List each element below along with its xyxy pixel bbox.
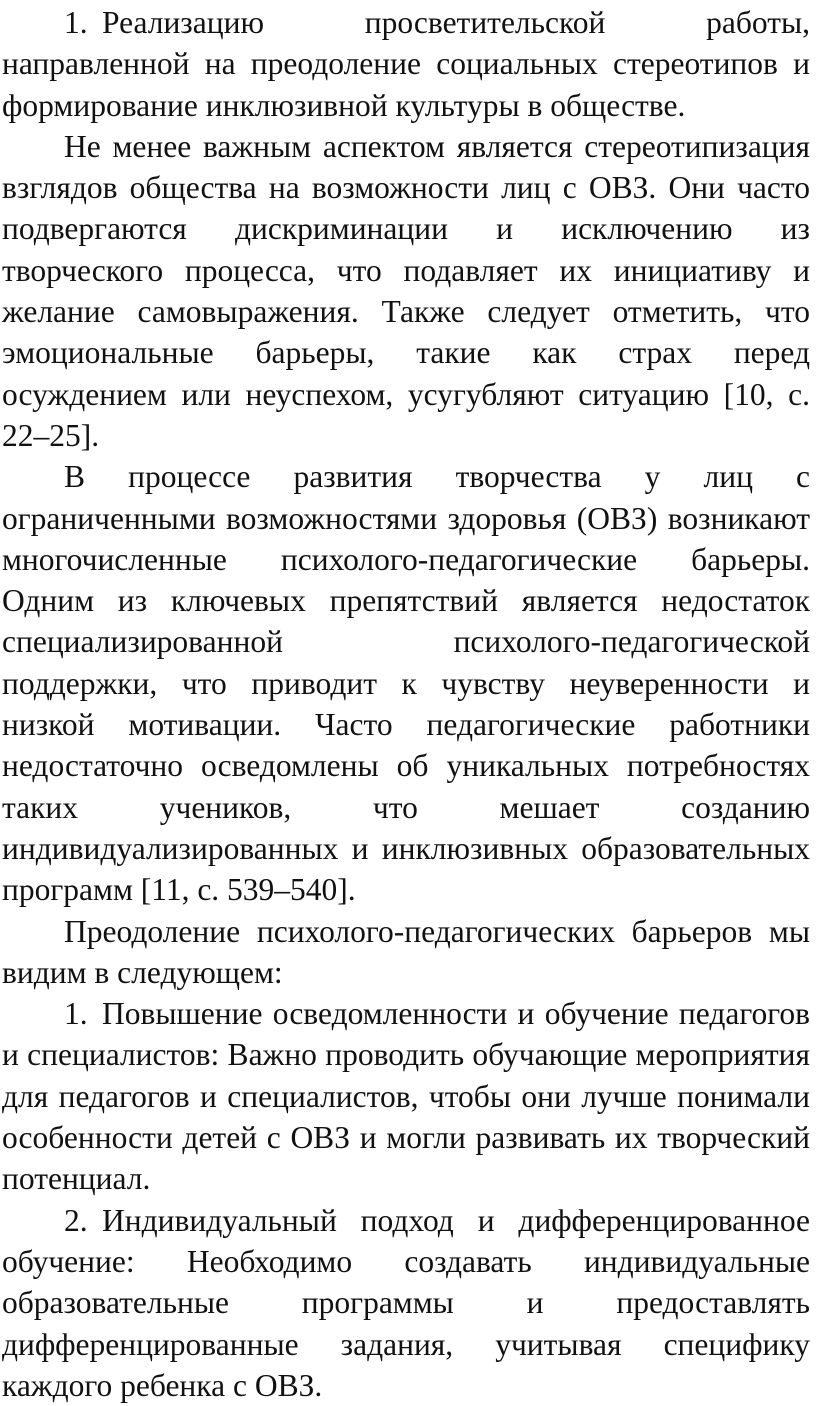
paragraph-text: Не менее важным аспектом является стереотипизация взглядов общества на возможности лиц с ОВЗ. Они часто подвергаются дискриминации и исключению из творческого процесса, что подавляет их инициативу и желание самовыражения. Также следует отметить, что эмоциональные барьеры, такие как страх перед осуждением или неуспехом, усугубляют ситуацию [10, с. 22–25]. — [2, 128, 810, 453]
paragraph — [2, 911, 810, 994]
list-number: 1. — [64, 5, 88, 40]
list-number: 1. — [64, 996, 88, 1032]
paragraph-text: Повышение осведомленности и обучение педагогов и специалистов: Важно проводить обучающие мероприятия для педагогов и специалистов, чтобы они лучше понимали особенности детей с ОВЗ и могли развивать их творческий потенциал. — [2, 996, 810, 1197]
paragraph-text: Индивидуальный подход и дифференцированное обучение: Необходимо создавать индивидуальные образовательные программы и предоставлять дифференцированные задания, учитывая специфику каждого ребенка с ОВЗ. — [2, 1202, 810, 1403]
list-item-paragraph — [2, 1200, 810, 1406]
paragraph — [2, 126, 810, 456]
paragraph-text: В процессе развития творчества у лиц с ограниченными возможностями здоровья (ОВЗ) возникают многочисленные психолого-педагогические барьеры. Одним из ключевых препятствий является недостаток специализированной психолого-педагогической поддержки, что приводит к чувству неуверенности и низкой мотивации. Часто педагогические работники недостаточно осведомлены об уникальных потребностях таких учеников, что мешает созданию индивидуализированных и инклюзивных образовательных программ [11, с. 539–540]. — [2, 459, 810, 908]
paragraph-text: Реализацию просветительской работы, направленной на преодоление социальных стереотипов и формирование инклюзивной культуры в обществе. — [2, 5, 810, 123]
list-item-paragraph — [2, 2, 810, 126]
paragraph-text: Преодоление психолого-педагогических барьеров мы видим в следующем: — [2, 913, 810, 990]
list-item-paragraph — [2, 993, 810, 1199]
paragraph — [2, 456, 810, 910]
list-number: 2. — [64, 1202, 88, 1238]
